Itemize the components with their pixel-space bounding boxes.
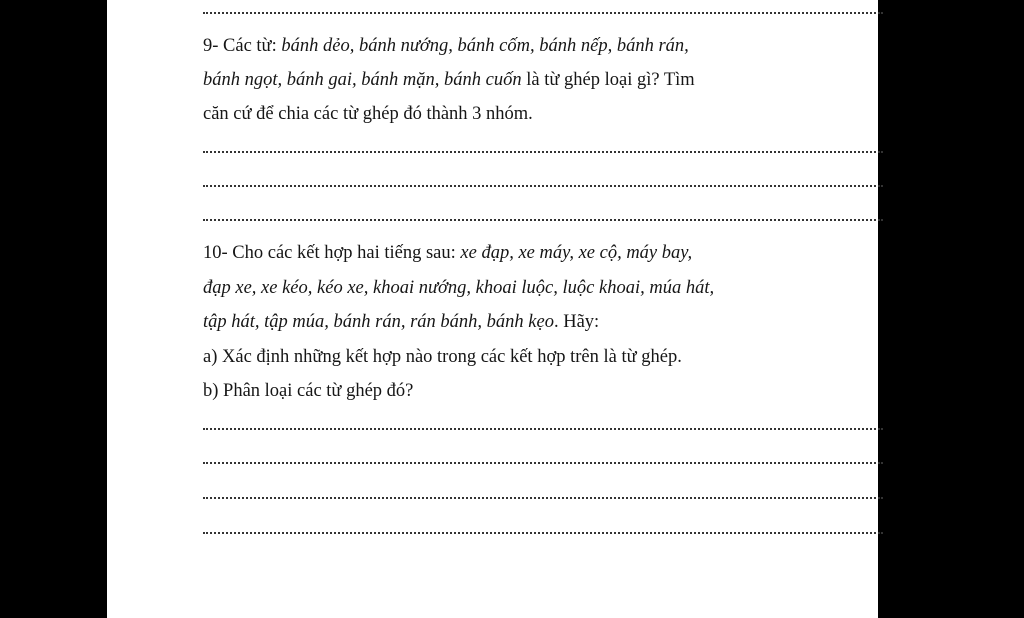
q10-words-2: đạp xe, xe kéo, kéo xe, khoai nướng, khoai luộc, luộc khoai, múa hát, [203, 278, 715, 298]
answer-line [203, 185, 883, 187]
q9-line-3 [203, 102, 883, 126]
answer-line [203, 12, 883, 14]
q10-words-3: tập hát, tập múa, bánh rán, rán bánh, bánh kẹo [203, 312, 554, 332]
answer-line [203, 151, 883, 153]
q10-suffix: . Hãy: [553, 312, 600, 332]
answer-line [203, 532, 883, 534]
q9-line-2 [203, 68, 883, 92]
q9-text-3: căn cứ để chia các từ ghép đó thành 3 nhóm. [203, 104, 533, 124]
q10-part-a [203, 345, 883, 369]
worksheet-page [107, 0, 878, 618]
q10-words-1: xe đạp, xe máy, xe cộ, máy bay, [460, 243, 693, 263]
q10-part-b [203, 379, 883, 403]
answer-line [203, 462, 883, 464]
q10-part-b-text: b) Phân loại các từ ghép đó? [203, 381, 414, 401]
answer-line [203, 428, 883, 430]
q9-words-1: bánh dẻo, bánh nướng, bánh cốm, bánh nếp, bánh rán, [281, 36, 689, 56]
q9-suffix: là từ ghép loại gì? Tìm [521, 70, 695, 90]
q10-line-3 [203, 310, 883, 334]
q10-prefix: 10- Cho các kết hợp hai tiếng sau: [203, 243, 461, 263]
q9-prefix: 9- Các từ: [203, 36, 282, 56]
q10-line-2 [203, 276, 883, 300]
answer-line [203, 497, 883, 499]
q10-part-a-text: a) Xác định những kết hợp nào trong các kết hợp trên là từ ghép. [203, 347, 682, 367]
q10-line-1 [203, 241, 883, 265]
q9-words-2: bánh ngọt, bánh gai, bánh mặn, bánh cuốn [203, 70, 522, 90]
q9-line-1 [203, 34, 883, 58]
answer-line [203, 219, 883, 221]
